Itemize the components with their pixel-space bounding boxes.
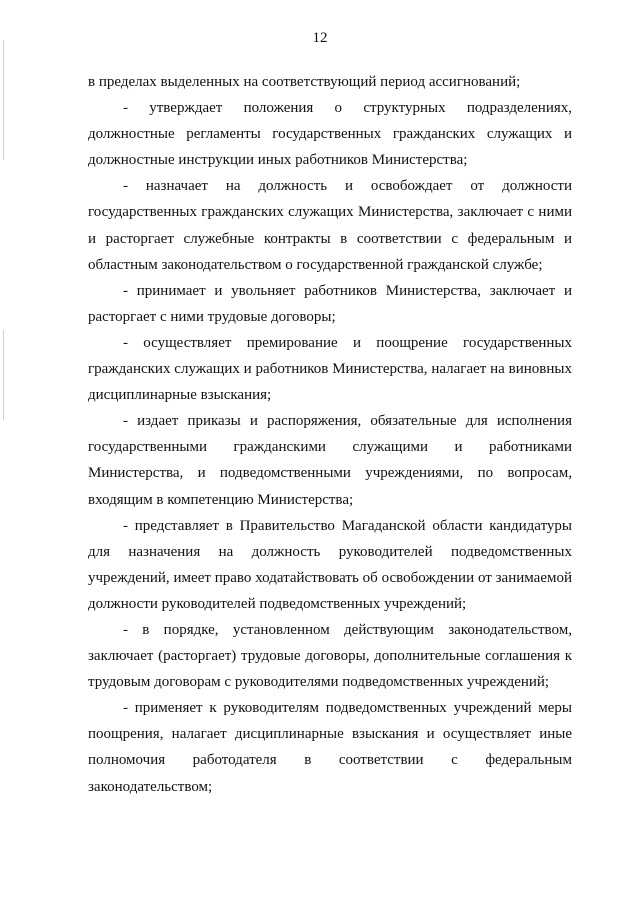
scan-margin-line (3, 330, 4, 420)
document-body (88, 69, 572, 800)
paragraph-bonuses-penalties: - осуществляет премирование и поощрение государственных гражданских служащих и работников Министерства, налагает на виновных дисциплинарные взыскания; (88, 334, 572, 404)
scan-margin-line (3, 40, 4, 160)
paragraph-approve-regulations: - утверждает положения о структурных подразделениях, должностные регламенты государственных гражданских служащих и должностные инструкции иных работников Министерства; (88, 100, 572, 169)
paragraph-continuation: в пределах выделенных на соответствующий период ассигнований; (88, 74, 521, 90)
page-number: 12 (312, 30, 328, 46)
paragraph-orders: - издает приказы и распоряжения, обязательные для исполнения государственными гражданскими служащими и работниками Министерства, и подведомственными учреждениями, по вопросам, входящим в компетенцию Министерства; (88, 413, 572, 508)
paragraph-labor-contracts: - в порядке, установленном действующим законодательством, заключает (расторгает) трудовые договоры, дополнительные соглашения к трудовым договорам с руководителями подведомственных учреждений; (88, 621, 572, 691)
paragraph-candidates: - представляет в Правительство Магаданской области кандидатуры для назначения на должность руководителей подведомственных учреждений, имеет право ходатайствовать об освобождении от занимаемой должности руководителей подведомственных учреждений; (88, 517, 572, 612)
paragraph-employer-powers: - применяет к руководителям подведомственных учреждений меры поощрения, налагает дисциплинарные взыскания и осуществляет иные полномочия работодателя в соответствии с федеральным законодательством; (88, 700, 572, 795)
paragraph-appoint-dismiss: - назначает на должность и освобождает от должности государственных гражданских служащих Министерства, заключает с ними и расторгает служебные контракты в соответствии с федеральным и областным законодательством о государственной гражданской службе; (88, 178, 572, 273)
paragraph-hire-fire: - принимает и увольняет работников Министерства, заключает и расторгает с ними трудовые договоры; (88, 282, 572, 325)
